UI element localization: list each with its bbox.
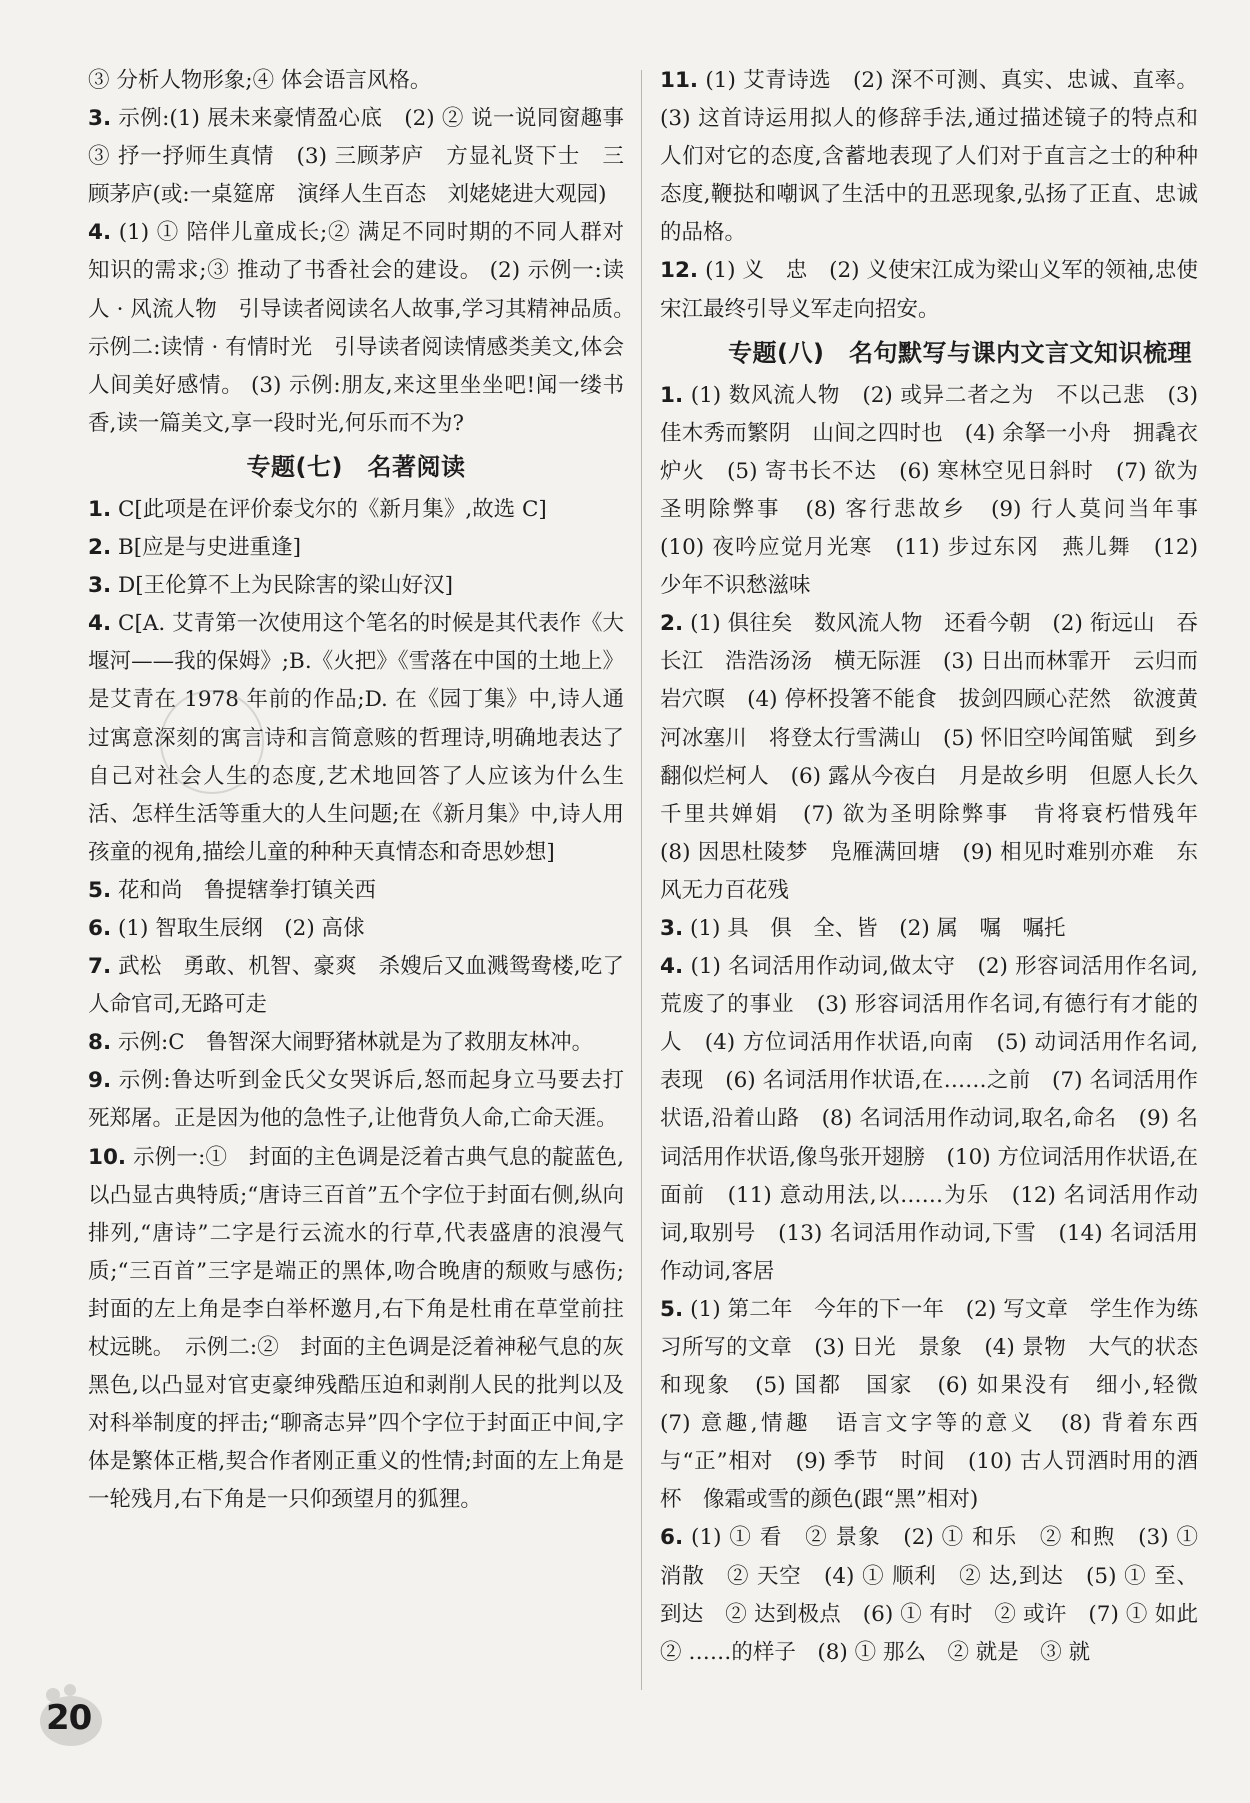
answer-item [660, 910, 1198, 948]
badge-dot [64, 1684, 76, 1696]
item-number: 1. [660, 382, 684, 408]
answer-item [660, 1519, 1220, 1671]
answer-item [88, 214, 646, 443]
item-text: (1) 具 俱 全、皆 (2) 属 嘱 嘱托 [683, 915, 1066, 941]
section-heading: 专题(七) 名著阅读 [246, 452, 466, 481]
item-number: 5. [660, 1296, 684, 1322]
answer-item [88, 100, 646, 214]
page-number: 20 [46, 1698, 92, 1738]
answer-item [88, 491, 624, 529]
item-text: (1) 智取生辰纲 (2) 高俅 [111, 915, 365, 941]
answer-item [660, 62, 1198, 252]
item-number: 2. [88, 535, 112, 561]
item-text: 示例:(1) 展未来豪情盈心底 (2) ② 说一说同窗趣事 ③ 抒一抒师生真情 (3) 三顾茅庐 方显礼贤下士 三顾茅庐(或:一桌筵席 演绎人生百态 刘姥姥进大观园) [88, 106, 646, 208]
item-text: 武松 勇敢、机智、豪爽 杀嫂后又血溅鸳鸯楼,吃了人命官司,无路可走 [88, 954, 624, 1018]
item-text: (1) 数风流人物 (2) 或异二者之为 不以己悲 (3) 佳木秀而繁阴 山间之四时也 (4) 余拏一小舟 拥毳衣炉火 (5) 寄书长不达 (6) 寒林空见日斜时 (7) 欲为圣明除弊事 (8) 客行悲故乡 (9) 行人莫问当年事 (10) 夜吟应觉月光寒 (11) 步过东冈 燕儿舞 (12) 少年不识愁滋味 [660, 382, 1220, 599]
item-number: 4. [660, 954, 684, 980]
item-text: B[应是与史进重逢] [111, 535, 302, 561]
item-number: 2. [660, 611, 684, 637]
answer-item [88, 567, 624, 605]
answer-item [660, 605, 1220, 910]
right-column [660, 62, 1220, 1672]
item-number: 5. [88, 877, 112, 903]
answer-item [88, 1024, 624, 1062]
stamp-mark [160, 690, 264, 794]
item-number: 10. [88, 1144, 127, 1170]
answer-item [660, 948, 1198, 1291]
item-number: 11. [660, 68, 699, 93]
answer-item [660, 377, 1220, 606]
answer-item [88, 529, 624, 567]
left-column [88, 62, 646, 1519]
column-divider [641, 70, 642, 1690]
item-number: 3. [88, 573, 112, 599]
item-number: 9. [88, 1068, 112, 1094]
answer-item [88, 1139, 624, 1520]
answer-item [88, 872, 624, 910]
item-text: (1) ① 看 ② 景象 (2) ① 和乐 ② 和煦 (3) ① 消散 ② 天空 (4) ① 顺利 ② 达,到达 (5) ① 至、到达 ② 达到极点 (6) ① 有时 ② 或许 (7) ① 如此 ② ……的样子 (8) ① 那么 ② 就是 ③ 就 [660, 1525, 1220, 1665]
item-text: (1) 第二年 今年的下一年 (2) 写文章 学生作为练习所写的文章 (3) 日光 景象 (4) 景物 大气的状态和现象 (5) 国都 国家 (6) 如果没有 细小,轻微 (7) 意趣,情趣 语言文字等的意义 (8) 背着东西与“正”相对 (9) 季节 时间 (10) 古人罚酒时用的酒杯 像霜或雪的颜色(跟“黑”相对) [660, 1296, 1220, 1513]
item-text: 示例:C 鲁智深大闹野猪林就是为了救朋友林冲。 [111, 1030, 594, 1056]
answer-item [88, 910, 624, 948]
item-number: 3. [660, 915, 684, 941]
item-text: 示例:鲁达听到金氏父女哭诉后,怒而起身立马要去打死郑屠。正是因为他的急性子,让他背负人命,亡命天涯。 [88, 1068, 624, 1132]
item-number: 8. [88, 1030, 112, 1056]
answer-item [660, 1291, 1220, 1520]
item-number: 4. [88, 220, 112, 246]
item-number: 1. [88, 496, 112, 522]
item-number: 3. [88, 106, 112, 132]
page-number-badge [40, 1688, 110, 1748]
item-text: (1) 义 忠 (2) 义使宋江成为梁山义军的领袖,忠使宋江最终引导义军走向招安。 [660, 258, 1198, 322]
item-text: ③ 分析人物形象;④ 体会语言风格。 [88, 68, 432, 93]
answer-item [88, 1062, 624, 1138]
answer-item [660, 252, 1198, 328]
answer-item [88, 62, 624, 100]
item-number: 4. [88, 611, 112, 637]
item-text: (1) 艾青诗选 (2) 深不可测、真实、忠诚、直率。 (3) 这首诗运用拟人的修辞手法,通过描述镜子的特点和人们对它的态度,含蓄地表现了人们对于直言之士的种种态度,鞭挞和嘲讽了生活中的丑恶现象,弘扬了正直、忠诚的品格。 [660, 68, 1198, 246]
item-text: 花和尚 鲁提辖拳打镇关西 [111, 877, 376, 903]
item-text: C[A. 艾青第一次使用这个笔名的时候是其代表作《大堰河——我的保姆》;B.《火把》《雪落在中国的土地上》是艾青在 1978 年前的作品;D. 在《园丁集》中,诗人通过寓意深刻的寓言诗和言简意赅的哲理诗,明确地表达了自己对社会人生的态度,艺术地回答了人应该为什么生活、怎样生活等重大的人生问题;在《新月集》中,诗人用孩童的视角,描绘儿童的种种天真情态和奇思妙想] [88, 611, 624, 865]
section-heading: 专题(八) 名句默写与课内文言文知识梳理 [728, 338, 1192, 367]
item-text: D[王伦算不上为民除害的梁山好汉] [111, 573, 453, 599]
item-text: (1) ① 陪伴儿童成长;② 满足不同时期的不同人群对知识的需求;③ 推动了书香社会的建设。 (2) 示例一:读人 · 风流人物 引导读者阅读名人故事,学习其精神品质。 示例二:读情 · 有情时光 引导读者阅读情感类美文,体会人间美好感情。 (3) 示例:朋友,来这里坐坐吧!闻一缕书香,读一篇美文,享一段时光,何乐而不为? [88, 220, 646, 436]
item-text: (1) 名词活用作动词,做太守 (2) 形容词活用作名词,荒废了的事业 (3) 形容词活用作名词,有德行有才能的人 (4) 方位词活用作状语,向南 (5) 动词活用作名词,表现 (6) 名词活用作状语,在……之前 (7) 名词活用作状语,沿着山路 (8) 名词活用作动词,取名,命名 (9) 名词活用作状语,像鸟张开翅膀 (10) 方位词活用作状语,在面前 (11) 意动用法,以……为乐 (12) 名词活用作动词,取别号 (13) 名词活用作动词,下雪 (14) 名词活用作动词,客居 [660, 954, 1198, 1284]
item-text: C[此项是在评价泰戈尔的《新月集》,故选 C] [111, 496, 547, 522]
item-text: 示例一:① 封面的主色调是泛着古典气息的靛蓝色,以凸显古典特质;“唐诗三百首”五个字位于封面右侧,纵向排列,“唐诗”二字是行云流水的行草,代表盛唐的浪漫气质;“三百首”三字是端正的黑体,吻合晚唐的颓败与感伤;封面的左上角是李白举杯邀月,右下角是杜甫在草堂前拄杖远眺。 示例二:② 封面的主色调是泛着神秘气息的灰黑色,以凸显对官吏豪绅残酷压迫和剥削人民的批判以及对科举制度的抨击;“聊斋志异”四个字位于封面正中间,字体是繁体正楷,契合作者刚正重义的性情;封面的左上角是一轮残月,右下角是一只仰颈望月的狐狸。 [88, 1144, 624, 1513]
item-number: 6. [660, 1525, 684, 1551]
item-number: 6. [88, 915, 112, 941]
item-number: 7. [88, 954, 112, 980]
item-text: (1) 俱往矣 数风流人物 还看今朝 (2) 衔远山 吞长江 浩浩汤汤 横无际涯 (3) 日出而林霏开 云归而岩穴暝 (4) 停杯投箸不能食 拔剑四顾心茫然 欲渡黄河冰塞川 将登太行雪满山 (5) 怀旧空吟闻笛赋 到乡翻似烂柯人 (6) 露从今夜白 月是故乡明 但愿人长久 千里共婵娟 (7) 欲为圣明除弊事 肯将衰朽惜残年 (8) 因思杜陵梦 凫雁满回塘 (9) 相见时难别亦难 东风无力百花残 [660, 611, 1220, 903]
item-number: 12. [660, 258, 699, 284]
answer-item [88, 948, 624, 1024]
